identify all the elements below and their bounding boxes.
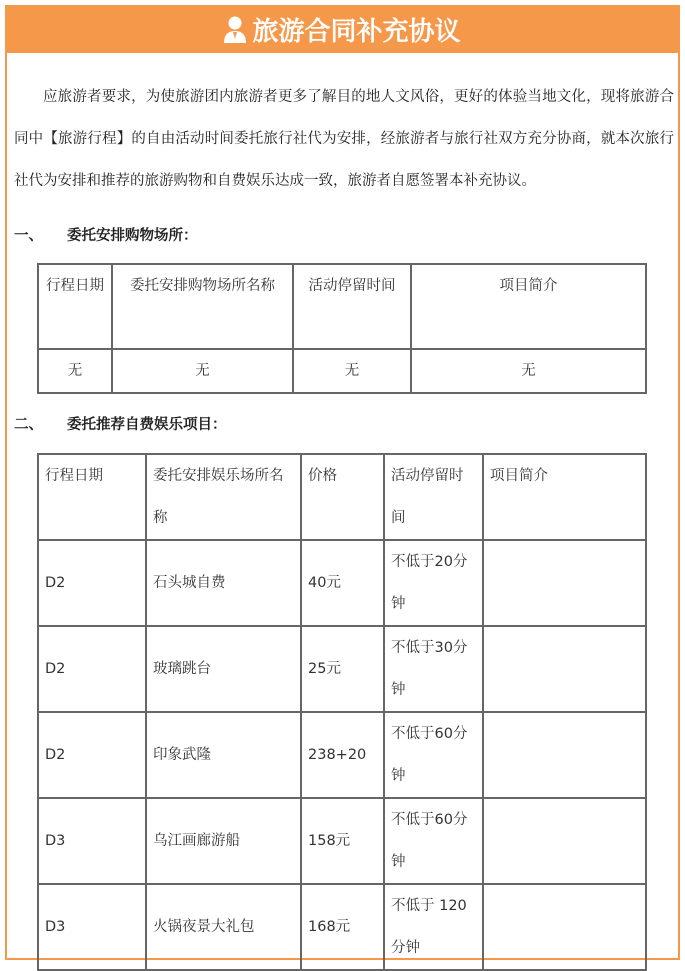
header-cell: 项目简介 — [411, 264, 646, 349]
header-cell: 活动停留时间 — [384, 454, 483, 540]
cell: 印象武隆 — [146, 712, 301, 798]
cell: 火锅夜景大礼包 — [146, 884, 301, 970]
cell — [483, 712, 646, 798]
cell: 无 — [293, 349, 411, 393]
cell: 无 — [38, 349, 112, 393]
cell: 168元 — [301, 884, 384, 970]
cell: D3 — [38, 884, 146, 970]
cell: 无 — [411, 349, 646, 393]
header-cell: 行程日期 — [38, 264, 112, 349]
cell: 不低于30分钟 — [384, 626, 483, 712]
cell: 40元 — [301, 540, 384, 626]
cell: D2 — [38, 712, 146, 798]
table-row — [38, 626, 646, 712]
header-cell: 活动停留时间 — [293, 264, 411, 349]
cell — [483, 798, 646, 884]
table-row — [38, 798, 646, 884]
cell: 不低于 120 分钟 — [384, 884, 483, 970]
cell: 不低于60分钟 — [384, 798, 483, 884]
cell: 乌江画廊游船 — [146, 798, 301, 884]
section2-heading — [14, 413, 227, 434]
cell: 无 — [112, 349, 293, 393]
cell: 不低于20分钟 — [384, 540, 483, 626]
cell: 158元 — [301, 798, 384, 884]
shopping-table — [37, 263, 647, 394]
cell: 238+20 — [301, 712, 384, 798]
cell — [483, 884, 646, 970]
header-cell: 价格 — [301, 454, 384, 540]
cell: 玻璃跳台 — [146, 626, 301, 712]
cell: D2 — [38, 626, 146, 712]
table-row — [38, 712, 646, 798]
section-number: 一、 — [14, 228, 43, 244]
entertainment-table — [37, 453, 647, 971]
header-cell: 行程日期 — [38, 454, 146, 540]
cell — [483, 540, 646, 626]
header-cell: 委托安排购物场所名称 — [112, 264, 293, 349]
table-header-row — [38, 264, 646, 349]
table-row — [38, 349, 646, 393]
header-bar — [5, 5, 680, 53]
cell: 石头城自费 — [146, 540, 301, 626]
table-row — [38, 884, 646, 970]
cell: D2 — [38, 540, 146, 626]
table-header-row — [38, 454, 646, 540]
intro-paragraph: 应旅游者要求，为使旅游团内旅游者更多了解目的地人文风俗，更好的体验当地文化，现将旅游合同中【旅游行程】的自由活动时间委托旅行社代为安排，经旅游者与旅行社双方充分协商，就本次旅行社代为安排和推荐的旅游购物和自费娱乐达成一致，旅游者自愿签署本补充协议。 — [14, 89, 674, 189]
header-cell: 项目简介 — [483, 454, 646, 540]
section-title: 委托安排购物场所： — [67, 228, 198, 244]
cell: D3 — [38, 798, 146, 884]
cell — [483, 626, 646, 712]
person-icon — [224, 15, 246, 43]
cell: 不低于60分钟 — [384, 712, 483, 798]
cell: 25元 — [301, 626, 384, 712]
section-number: 二、 — [14, 417, 43, 433]
section1-heading — [14, 224, 198, 245]
section-title: 委托推荐自费娱乐项目： — [67, 417, 227, 433]
header-cell: 委托安排娱乐场所名称 — [146, 454, 301, 540]
table-row — [38, 540, 646, 626]
page-title: 旅游合同补充协议 — [252, 16, 461, 47]
